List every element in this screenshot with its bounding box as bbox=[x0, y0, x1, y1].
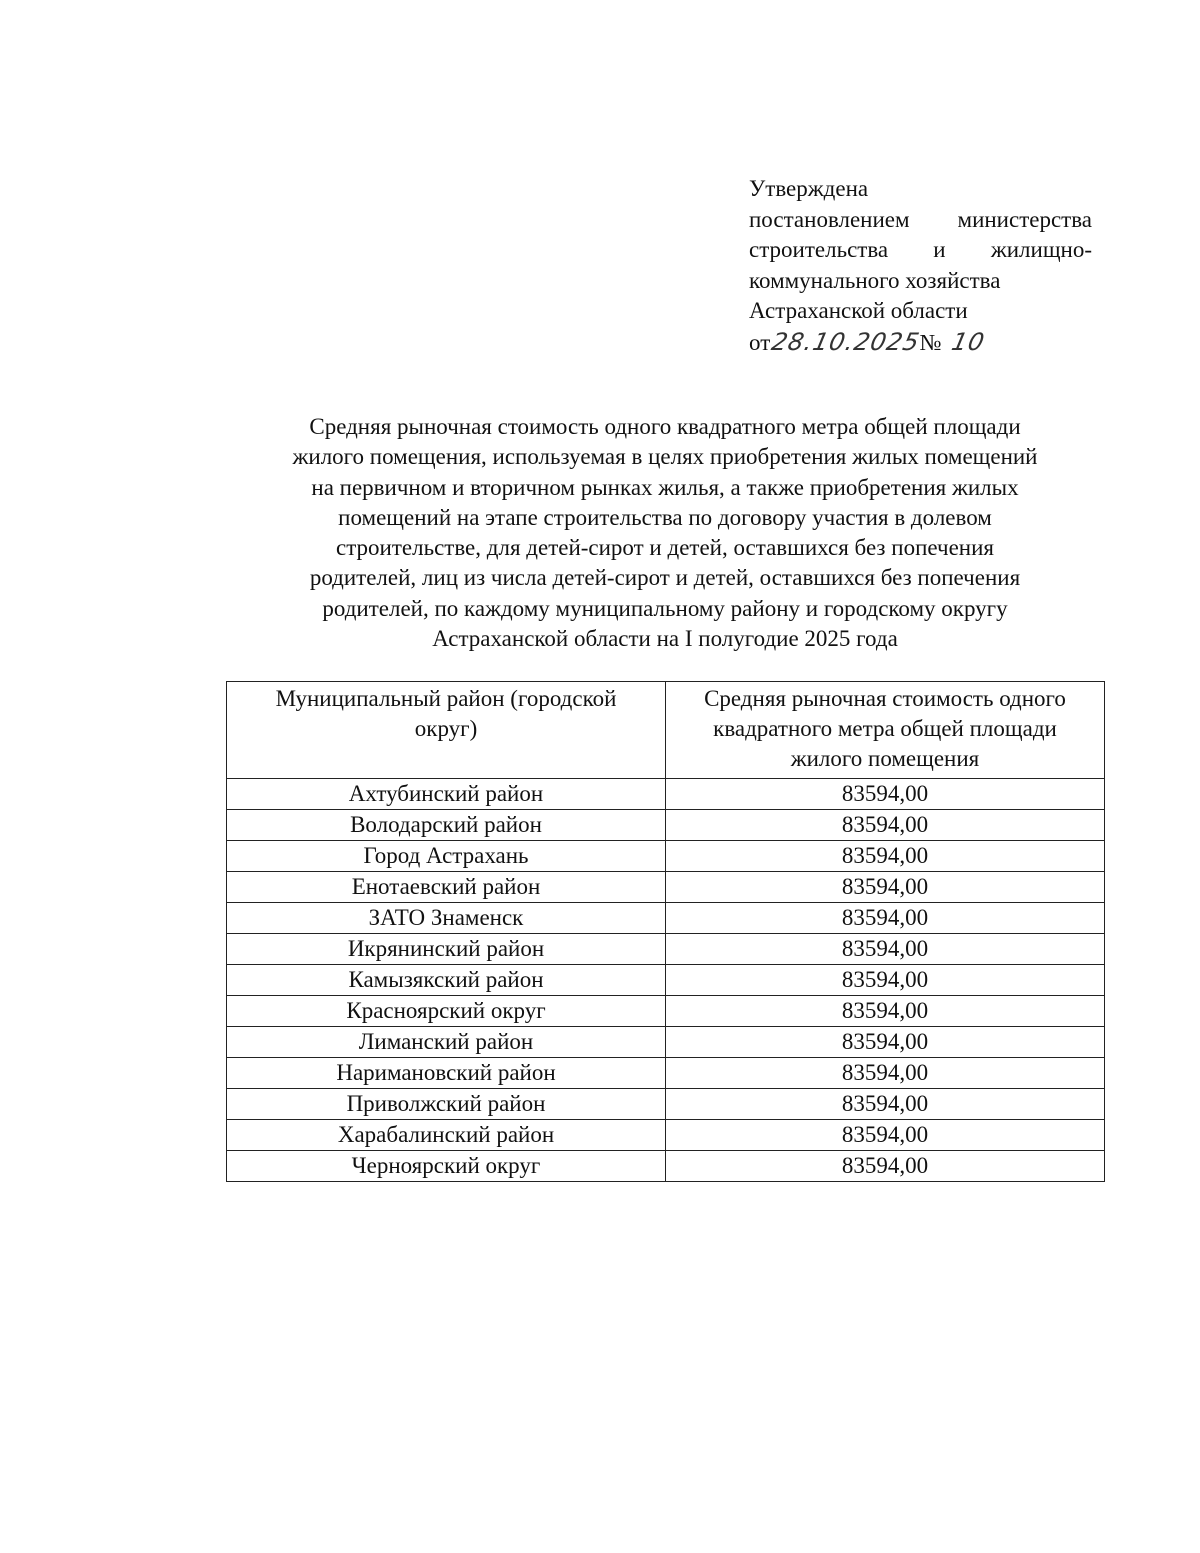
district-cell: Харабалинский район bbox=[227, 1120, 666, 1151]
table-row bbox=[227, 841, 1105, 872]
price-cell: 83594,00 bbox=[666, 841, 1105, 872]
table-row bbox=[227, 996, 1105, 1027]
title-line: родителей, по каждому муниципальному району и городскому округу bbox=[322, 595, 1008, 621]
table-row bbox=[227, 1151, 1105, 1182]
title-line: на первичном и вторичном рынках жилья, а также приобретения жилых bbox=[311, 474, 1019, 500]
approval-heading: Утверждена bbox=[749, 176, 869, 201]
price-cell: 83594,00 bbox=[666, 1120, 1105, 1151]
district-cell: Город Астрахань bbox=[227, 841, 666, 872]
table-header-row bbox=[227, 682, 1105, 779]
district-cell: Красноярский округ bbox=[227, 996, 666, 1027]
district-cell: Ахтубинский район bbox=[227, 779, 666, 810]
district-cell: Икрянинский район bbox=[227, 934, 666, 965]
number-sign: № bbox=[919, 329, 942, 355]
header-price bbox=[666, 682, 1105, 779]
table-row bbox=[227, 1058, 1105, 1089]
price-cell: 83594,00 bbox=[666, 1058, 1105, 1089]
district-cell: Черноярский округ bbox=[227, 1151, 666, 1182]
price-cell: 83594,00 bbox=[666, 903, 1105, 934]
table-row bbox=[227, 1089, 1105, 1120]
header-district bbox=[227, 682, 666, 779]
price-cell: 83594,00 bbox=[666, 810, 1105, 841]
district-cell: Наримановский район bbox=[227, 1058, 666, 1089]
title-line: Средняя рыночная стоимость одного квадратного метра общей площади bbox=[309, 414, 1021, 439]
table-row bbox=[227, 1027, 1105, 1058]
title-line: Астраханской области на I полугодие 2025 года bbox=[432, 626, 898, 652]
price-cell: 83594,00 bbox=[666, 934, 1105, 965]
title-line: помещений на этапе строительства по договору участия в долевом bbox=[338, 504, 992, 530]
header-district-line: Муниципальный район (городской bbox=[275, 686, 617, 711]
price-cell: 83594,00 bbox=[666, 779, 1105, 810]
price-table bbox=[226, 681, 1105, 1182]
district-cell: ЗАТО Знаменск bbox=[227, 903, 666, 934]
district-cell: Приволжский район bbox=[227, 1089, 666, 1120]
title-line: строительстве, для детей-сирот и детей, оставшихся без попечения bbox=[336, 535, 994, 561]
table-row bbox=[227, 779, 1105, 810]
approval-date-number bbox=[749, 327, 1092, 359]
district-cell: Камызякский район bbox=[227, 965, 666, 996]
approval-line-5: Астраханской области bbox=[749, 298, 968, 323]
price-cell: 83594,00 bbox=[666, 1151, 1105, 1182]
header-district-line: округ) bbox=[414, 716, 478, 741]
handwritten-date: 28.10.2025 bbox=[769, 327, 923, 356]
table-row bbox=[227, 872, 1105, 903]
title-line: жилого помещения, используемая в целях приобретения жилых помещений bbox=[292, 444, 1038, 470]
approval-line-3: строительства и жилищно- bbox=[749, 237, 1092, 262]
table-row bbox=[227, 934, 1105, 965]
header-price-line: Средняя рыночная стоимость одного bbox=[704, 686, 1066, 711]
price-cell: 83594,00 bbox=[666, 1027, 1105, 1058]
district-cell: Енотаевский район bbox=[227, 872, 666, 903]
table-row bbox=[227, 903, 1105, 934]
price-cell: 83594,00 bbox=[666, 996, 1105, 1027]
district-cell: Лиманский район bbox=[227, 1027, 666, 1058]
approval-block bbox=[749, 174, 1092, 358]
price-cell: 83594,00 bbox=[666, 965, 1105, 996]
header-price-line: квадратного метра общей площади bbox=[713, 716, 1057, 741]
table-row bbox=[227, 965, 1105, 996]
price-cell: 83594,00 bbox=[666, 1089, 1105, 1120]
price-cell: 83594,00 bbox=[666, 872, 1105, 903]
title-line: родителей, лиц из числа детей-сирот и детей, оставшихся без попечения bbox=[309, 565, 1021, 591]
district-cell: Володарский район bbox=[227, 810, 666, 841]
approval-line-4: коммунального хозяйства bbox=[749, 267, 1001, 293]
table-row bbox=[227, 1120, 1105, 1151]
date-prefix: от bbox=[749, 329, 771, 355]
handwritten-number: 10 bbox=[948, 327, 988, 356]
document-title bbox=[200, 412, 1130, 654]
header-price-line: жилого помещения bbox=[790, 746, 980, 771]
table-row bbox=[227, 810, 1105, 841]
approval-line-2: постановлением министерства bbox=[749, 206, 1092, 232]
